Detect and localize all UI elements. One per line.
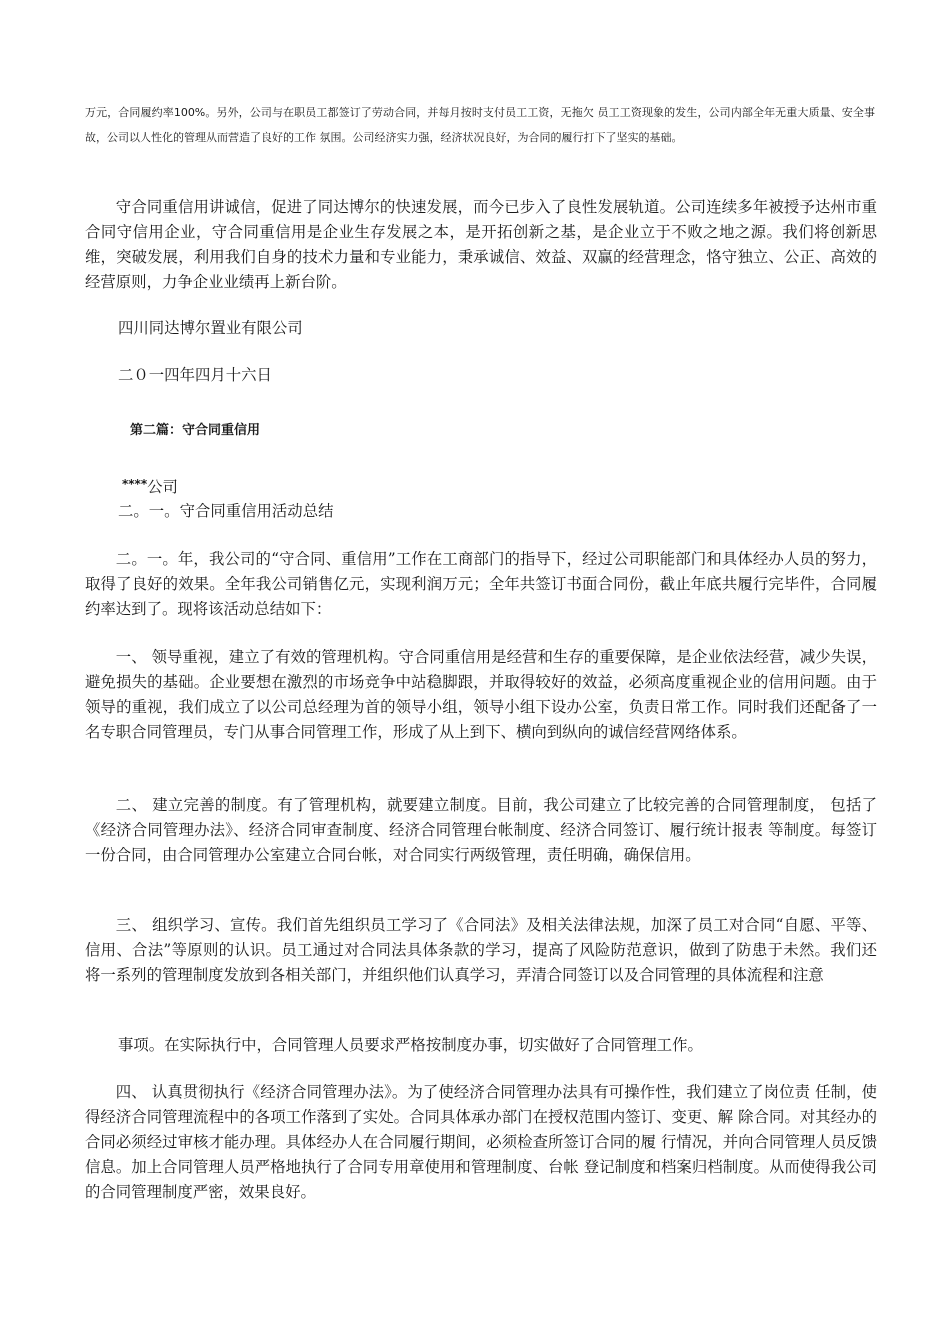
signature-company: 四川同达博尔置业有限公司 [118,319,303,337]
paragraph-integrity: 守合同重信用讲诚信，促进了同达博尔的快速发展，而今已步入了良性发展轨道。公司连续多年被授予达州市重合同守信用企业，守合同重信用是企业生存发展之本，是开拓创新之基，是企业立于不败之地之源。我们将创新思维，突破发展，利用我们自身的技术力量和专业能力，秉承诚信、效益、双赢的经营理念，恪守独立、公正、高效的经营原则，力争企业业绩再上新台阶。 [85,198,877,291]
company-suffix: 公司 [147,478,178,496]
paragraph-point-three-continued: 事项。在实际执行中，合同管理人员要求严格按制度办事，切实做好了合同管理工作。 [118,1036,703,1054]
paragraph-intro: 二。一。年，我公司的“守合同、重信用”工作在工商部门的指导下，经过公司职能部门和具体经办人员的努力，取得了良好的效果。全年我公司销售亿元，实现利润万元；全年共签订书面合同份，截止年底共履行完毕件，合同履约率达到了。现将该活动总结如下： [85,550,877,618]
section-heading: 第二篇：守合同重信用 [130,423,261,438]
company-line [122,475,178,501]
paragraph-point-one: 一、 领导重视，建立了有效的管理机构。守合同重信用是经营和生存的重要保障，是企业依法经营，减少失误，避免损失的基础。企业要想在激烈的市场竞争中站稳脚跟，并取得较好的效益，必须高度重视企业的信用问题。由于领导的重视，我们成立了以公司总经理为首的领导小组，领导小组下设办公室，负责日常工作。同时我们还配备了一名专职合同管理员，专门从事合同管理工作，形成了从上到下、横向到纵向的诚信经营网络体系。 [85,648,877,741]
paragraph-point-two: 二、 建立完善的制度。有了管理机构，就要建立制度。目前，我公司建立了比较完善的合同管理制度， 包括了《经济合同管理办法》、经济合同审查制度、经济合同管理台帐制度、经济合同签订、履行统计报表 等制度。每签订一份合同，由合同管理办公室建立合同台帐，对合同实行两级管理，责任明确，确保信用。 [85,796,877,864]
signature-date: 二０一四年四月十六日 [118,366,272,384]
paragraph-point-three: 三、 组织学习、宣传。我们首先组织员工学习了《合同法》及相关法律法规，加深了员工对合同“自愿、平等、信用、合法”等原则的认识。员工通过对合同法具体条款的学习，提高了风险防范意识，做到了防患于未然。我们还将一系列的管理制度发放到各相关部门，并组织他们认真学习，弄清合同签订以及合同管理的具体流程和注意 [85,916,877,984]
summary-title: 二。一。守合同重信用活动总结 [118,502,334,520]
company-name-redacted: **** [122,477,148,491]
intro-fragment: 万元，合同履约率100%。另外，公司与在职员工都签订了劳动合同，并每月按时支付员工工资，无拖欠 员工工资现象的发生，公司内部全年无重大质量、安全事故，公司以人性化的管理从而营造了良好的工作 氛围。公司经济实力强，经济状况良好，为合同的履行打下了坚实的基础。 [85,106,875,144]
paragraph-point-four: 四、 认真贯彻执行《经济合同管理办法》。为了使经济合同管理办法具有可操作性，我们建立了岗位责 任制，使得经济合同管理流程中的各项工作落到了实处。合同具体承办部门在授权范围内签订、变更、解 除合同。对其经办的合同必须经过审核才能办理。具体经办人在合同履行期间，必须检查所签订合同的履 行情况，并向合同管理人员反馈信息。加上合同管理人员严格地执行了合同专用章使用和管理制度、台帐 登记制度和档案归档制度。从而使得我公司的合同管理制度严密，效果良好。 [85,1083,877,1201]
